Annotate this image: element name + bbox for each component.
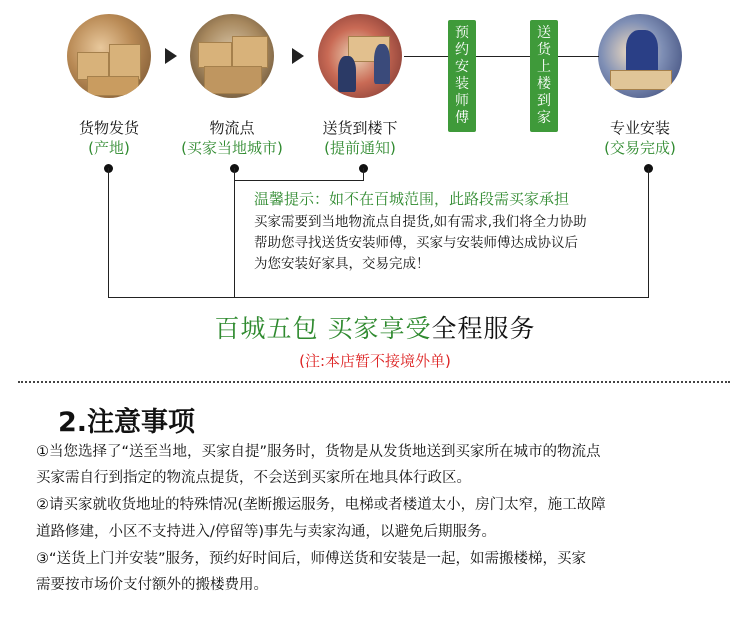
bracket-line [108,297,649,298]
installation-photo [598,14,682,98]
overseas-note: (注:本店暂不接境外单) [299,352,451,370]
step-sub-shipping: (产地) [88,139,130,157]
notice-line: ③“送货上门并安装”服务，预约好时间后，师傅送货和安装是一起，如需搬楼梯，买家 [36,551,587,567]
arrow-right-icon [165,48,177,64]
bracket-line [234,168,235,297]
tip-line: 帮助您寻找送货安装师傅，买家与安装师傅达成协议后 [254,235,578,251]
banner-black-text: 全程服务 [431,314,536,343]
warehouse-photo [67,14,151,98]
notice-line: 买家需自行到指定的物流点提货，不会送到买家所在地具体行政区。 [36,470,471,486]
step-sub-logistics: (买家当地城市) [181,139,283,157]
logistics-point-photo [190,14,274,98]
bracket-line [363,168,364,180]
step-label-shipping: 货物发货 [78,119,139,137]
banner-green-text: 百城五包 买家享受 [214,314,432,343]
bracket-line [108,168,109,297]
notice-line: 道路修建，小区不支持进入/停留等)事先与卖家沟通，以避免后期服务。 [36,524,497,540]
green-box-delivery: 送 货 上 楼 到 家 [530,20,558,132]
notice-line: ①当您选择了“送至当地，买家自提”服务时，货物是从发货地送到买家所在城市的物流点 [36,444,601,460]
step-sub-downstairs: (提前通知) [324,139,396,157]
step-sub-installation: (交易完成) [604,139,676,157]
tip-body [254,212,654,275]
step-label-downstairs: 送货到楼下 [322,119,398,137]
tip-line: 为您安装好家具，交易完成！ [254,256,430,272]
connector-line [404,56,599,57]
bracket-line [234,180,364,181]
step-label-installation: 专业安装 [609,119,670,137]
tip-line: 买家需要到当地物流点自提货,如有需求,我们将全力协助 [254,214,587,230]
delivery-photo [318,14,402,98]
green-box-appointment: 预 约 安 装 师 傅 [448,20,476,132]
dotted-divider [18,381,730,383]
notice-line: ②请买家就收货地址的特殊情况(垄断搬运服务，电梯或者楼道太小，房门太窄，施工故障 [36,497,606,513]
tip-title: 温馨提示：如不在百城范围，此路段需买家承担 [254,190,570,208]
notice-line: 需要按市场价支付额外的搬楼费用。 [36,577,268,593]
service-banner [0,309,750,345]
notice-title: 2.注意事项 [58,407,196,438]
step-label-logistics: 物流点 [209,119,255,137]
arrow-right-icon [292,48,304,64]
